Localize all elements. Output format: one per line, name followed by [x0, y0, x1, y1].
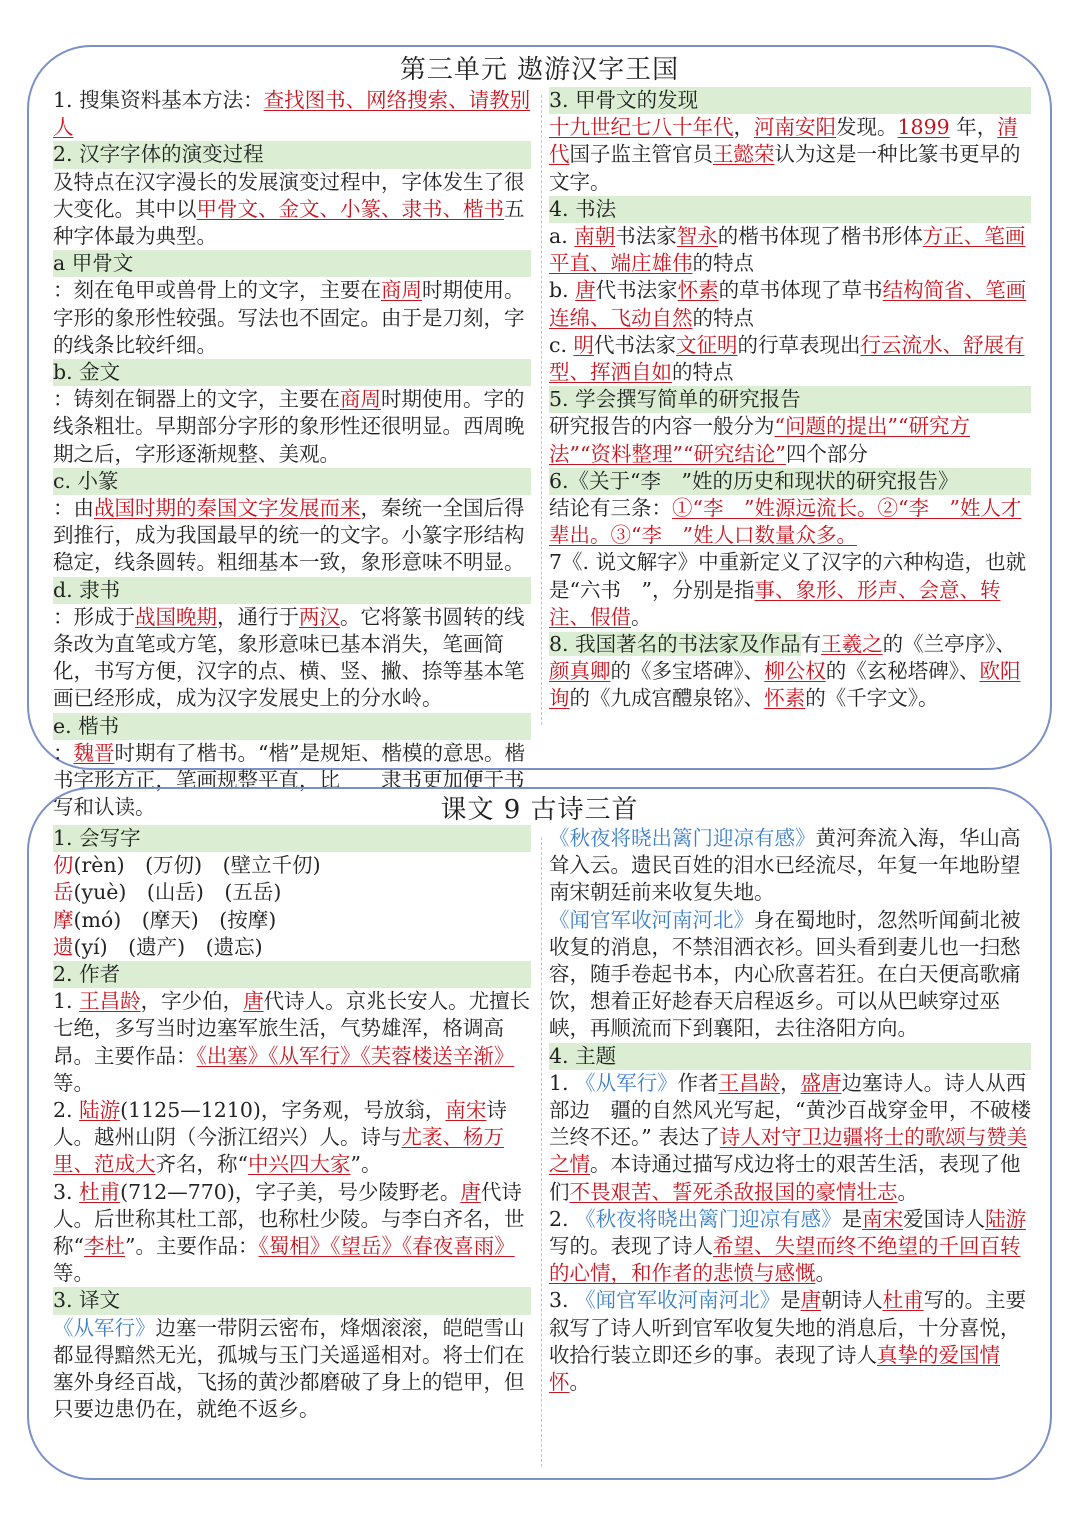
section-heading: [549, 87, 1031, 114]
text-segment: 。本诗通过描写戍边将士的艰苦生活，表现了他们: [549, 1152, 1021, 1204]
text-segment: 4. 主题: [549, 1043, 617, 1068]
paragraph: [53, 852, 531, 879]
lesson9-left-column: [53, 825, 531, 1423]
text-segment: 3.: [53, 1179, 80, 1204]
key-term: 欧阳询: [549, 659, 1021, 711]
key-term: 查找图书、网络搜索、请教别人: [53, 88, 531, 140]
text-segment: ：刻在龟甲或兽骨上的文字，主要在: [53, 278, 381, 303]
paragraph: [53, 577, 531, 713]
poem-title: 《秋夜将晓出篱门迎凉有感》: [575, 1206, 842, 1231]
key-term: 王昌龄: [718, 1070, 781, 1095]
key-term: 两汉: [299, 604, 340, 629]
text-segment: 摩: [53, 907, 74, 932]
text-segment: 黄河奔流入海，华山高耸入云。遗民百姓的泪水已经流尽，年复一年地盼望南宋朝廷前来收复失地。: [549, 826, 1021, 905]
text-segment: 3. 甲骨文的发现: [549, 88, 699, 112]
text-segment: 仞: [53, 853, 74, 878]
text-segment: (yí) (遗产) (遗忘): [73, 934, 263, 959]
text-segment: ：铸刻在铜器上的文字，主要在: [53, 387, 340, 412]
poem-title: 《从军行》: [575, 1070, 678, 1095]
key-term: 怀素: [677, 278, 719, 303]
text-segment: 时期有了楷书。“楷”是规矩、楷模的意思。楷书字形方正，笔画规整平直，比 隶书更加便于书写和认读。: [53, 740, 525, 820]
key-term: 商周: [381, 278, 422, 303]
text-segment: 的特点: [692, 251, 754, 276]
text-segment: 有: [800, 632, 822, 657]
text-segment: 的特点: [692, 305, 754, 330]
highlighted-heading: 8. 我国著名的书法家及作品: [549, 632, 801, 657]
key-term: 甲骨文、金文、小篆、隶书、楷书: [196, 196, 504, 221]
key-term: 颜真卿: [549, 659, 611, 684]
key-term: 怀素: [764, 686, 806, 711]
key-term: 杜甫: [882, 1288, 924, 1313]
paragraph: [53, 907, 531, 934]
highlighted-heading: 2. 汉字字体的演变过程: [53, 141, 531, 168]
text-segment: 书法家: [615, 224, 677, 249]
key-term: 战国时期的秦国文字发展而来: [94, 496, 361, 521]
text-segment: 4. 书法: [549, 196, 617, 221]
paragraph: [549, 631, 1031, 713]
key-term: 事、象形、形声、会意、转注、假借: [549, 577, 1001, 629]
paragraph: [549, 495, 1031, 549]
key-term: 杜甫: [79, 1179, 121, 1204]
column-divider: [541, 837, 542, 1467]
key-term: 南宋: [862, 1206, 904, 1231]
text-segment: 3. 译文: [53, 1288, 121, 1313]
text-segment: 。: [569, 1370, 590, 1395]
key-term: 尤袤、杨万里、范成大: [53, 1125, 504, 1177]
text-segment: 2.: [53, 1098, 80, 1123]
text-segment: 时期使用。字形的象形性较强。写法也不固定。由于是刀刻，字的线条比较纤细。: [53, 278, 525, 357]
key-term: 陆游: [79, 1098, 121, 1123]
key-term: 唐: [460, 1179, 481, 1204]
paragraph: [53, 359, 531, 468]
key-term: 战国晚期: [135, 604, 217, 629]
section-heading: [53, 825, 531, 852]
paragraph: [53, 468, 531, 577]
text-segment: 时期使用。字的线条粗壮。早期部分字形的象形性还很明显。西周晚期之后，字形逐渐规整、美观。: [53, 387, 525, 466]
key-term: 《蜀相》《望岳》《春夜喜雨》: [258, 1234, 515, 1259]
poem-title: 《闻官军收河南河北》: [575, 1288, 781, 1313]
text-segment: ，字少伯，: [140, 989, 244, 1014]
text-segment: ：: [53, 740, 74, 765]
text-segment: 是: [841, 1206, 863, 1231]
key-term: 文征明: [676, 332, 738, 357]
text-segment: 是: [780, 1288, 801, 1313]
lesson9-right-column: [549, 825, 1031, 1396]
unit3-title: 第三单元 遨游汉字王国: [399, 55, 680, 85]
poem-title: 《闻官军收河南河北》: [549, 907, 754, 932]
section-heading: [53, 961, 531, 988]
key-term: 南宋: [445, 1098, 487, 1123]
key-term: 希望、失望而终不绝望的千回百转的心情，和作者的悲愤与感慨: [549, 1234, 1021, 1286]
key-term: 结构简省、笔画连绵、飞动自然: [549, 278, 1027, 330]
unit3-right-column: [549, 87, 1031, 713]
text-segment: 的《九成宫醴泉铭》、: [569, 686, 765, 711]
text-segment: 研究报告的内容一般分为: [549, 414, 775, 439]
key-term: ①“李 ”姓源远流长。②“李 ”姓人才辈出。③“李 ”姓人口数量众多。: [549, 496, 1022, 548]
paragraph: [549, 223, 1031, 277]
text-segment: 1.: [549, 1070, 576, 1095]
text-segment: 。: [815, 1261, 836, 1286]
text-segment: ：形成于: [53, 604, 135, 629]
text-segment: 边塞一带阴云密布，烽烟滚滚，皑皑雪山都显得黯然无光，孤城与玉门关遥遥相对。将士们在塞外身经百战，飞扬的黄沙都磨破了身上的铠甲，但只要边患仍在，就绝不返乡。: [53, 1315, 525, 1422]
text-segment: ，秦统一全国后得到推行，成为我国最早的统一的文字。小篆字形结构稳定，线条圆转。粗细基本一致，象形意味不明显。: [53, 496, 525, 575]
text-segment: c.: [549, 332, 574, 357]
key-term: 王昌龄: [79, 989, 141, 1014]
key-term: 中兴四大家: [247, 1152, 351, 1177]
paragraph: [549, 549, 1031, 631]
text-segment: 国子监主管官员: [569, 142, 713, 167]
text-segment: 岳: [53, 880, 74, 905]
key-term: “问题的提出”“研究方法”“资料整理”“研究结论”: [549, 414, 970, 466]
text-segment: (712—770)，字子美，号少陵野老。: [120, 1179, 461, 1204]
text-segment: 的特点: [672, 360, 734, 385]
text-segment: 齐名，称“: [155, 1152, 248, 1177]
text-segment: 3.: [549, 1288, 576, 1313]
paragraph: [53, 1315, 531, 1424]
key-term: 南朝: [574, 224, 616, 249]
section-heading: [549, 196, 1031, 223]
section-heading: [549, 468, 1031, 495]
text-segment: 1.: [53, 989, 80, 1014]
key-term: 1899: [897, 115, 950, 140]
text-segment: 代书法家: [595, 278, 678, 303]
paragraph: [53, 141, 531, 250]
key-term: 魏晋: [73, 740, 115, 765]
text-segment: 。它将篆书圆转的线条改为直笔或方笔，象形意味已基本消失，笔画简化，书写方便，汉字的点、横、竖、撇、捺等基本笔画已经形成，成为汉字发展史上的分水岭。: [53, 604, 525, 711]
text-segment: 7《. 说文解字》中重新定义了汉字的六种构造，也就是“六书 ”，分别是指: [549, 550, 1027, 602]
key-term: 盛唐: [800, 1070, 842, 1095]
key-term: 方正、笔画平直、端庄雄伟: [549, 224, 1026, 276]
text-segment: (mó) (摩天) (按摩): [73, 907, 277, 932]
text-segment: 遗: [53, 934, 74, 959]
text-segment: 代书法家: [594, 332, 677, 357]
key-term: 智永: [676, 224, 718, 249]
text-segment: 及特点在汉字漫长的发展演变过程中，字体发生了很大变化。其中以: [53, 169, 525, 221]
paragraph: [549, 1070, 1031, 1206]
key-term: 明: [573, 332, 595, 357]
section-heading: [549, 386, 1031, 413]
text-segment: ，: [780, 1070, 801, 1095]
text-segment: 。: [631, 604, 652, 629]
text-segment: 。: [897, 1179, 918, 1204]
text-segment: (yuè) (山岳) (五岳): [73, 880, 282, 905]
text-segment: 代诗人。后世称其杜工部，也称杜少陵。与李白齐名，世称“: [53, 1179, 525, 1259]
lesson9-panel: [27, 787, 1052, 1480]
highlighted-heading: e. 楷书: [53, 713, 531, 740]
text-segment: 5. 学会撰写简单的研究报告: [549, 387, 801, 412]
text-segment: 的《玄秘塔碑》、: [825, 659, 980, 684]
text-segment: 6.《关于“李 ”姓的历史和现状的研究报告》: [549, 468, 959, 493]
poem-title: 《秋夜将晓出篱门迎凉有感》: [549, 826, 816, 850]
paragraph: [549, 1206, 1031, 1288]
text-segment: 1. 搜集资料基本方法：: [53, 88, 264, 112]
text-segment: 2.: [549, 1206, 576, 1231]
text-segment: 四个部分: [785, 441, 868, 466]
highlighted-heading: c. 小篆: [53, 468, 531, 495]
key-term: 清代: [549, 115, 1018, 167]
key-term: 王懿荣: [713, 142, 775, 167]
paragraph: [549, 825, 1031, 907]
key-term: 行云流水、舒展有型、挥洒自如: [549, 332, 1025, 385]
key-term: 王羲之: [821, 632, 883, 657]
text-segment: 边塞诗人。诗人从西部边 疆的自然风光写起，“黄沙百战穿金甲，不破楼兰终不还。” 表达了: [549, 1070, 1031, 1150]
key-term: 柳公权: [764, 659, 826, 684]
text-segment: 写的。主要叙写了诗人听到官军收复失地的消息后，十分喜悦，收拾行装立即还乡的事。表现了诗人: [549, 1288, 1027, 1367]
paragraph: [549, 1287, 1031, 1396]
text-segment: 诗人。越州山阴（今浙江绍兴）人。诗与: [53, 1098, 507, 1150]
text-segment: (rèn) (万仞) (壁立千仞): [73, 853, 321, 878]
text-segment: 等。: [53, 1070, 94, 1095]
key-term: 唐: [800, 1288, 822, 1313]
paragraph: [549, 277, 1031, 331]
text-segment: 认为这是一种比篆书更早的文字。: [549, 142, 1021, 194]
key-term: 真挚的爱国情怀: [549, 1342, 1000, 1395]
key-term: 唐: [243, 989, 264, 1014]
text-segment: 的《多宝塔碑》、: [610, 659, 765, 684]
key-term: 唐: [575, 278, 596, 303]
text-segment: ：由: [53, 496, 94, 521]
key-term: 李杜: [83, 1234, 125, 1259]
text-segment: ”。: [350, 1152, 382, 1177]
text-segment: 身在蜀地时，忽然听闻蓟北被收复的消息，不禁泪洒衣衫。回头看到妻儿也一扫愁容，随手卷起书本，内心欣喜若狂。在白天便高歌痛饮，想着正好趁春天启程返乡。可以从巴峡穿过巫峡，再顺流而下到襄阳，去往洛阳方向。: [549, 907, 1021, 1041]
key-term: 陆游: [985, 1206, 1027, 1231]
column-divider: [541, 95, 542, 725]
paragraph: [53, 1097, 531, 1179]
text-segment: b.: [549, 278, 576, 303]
text-segment: 2. 作者: [53, 962, 121, 987]
text-segment: 代诗人。京兆长安人。尤擅长七绝，多写当时边塞军旅生活，气势雄浑，格调高昂。主要作品：: [53, 989, 531, 1068]
text-segment: 的楷书体现了楷书形体: [717, 224, 923, 249]
highlighted-heading: a 甲骨文: [53, 250, 531, 277]
text-segment: 五种字体最为典型。: [53, 196, 525, 249]
highlighted-heading: d. 隶书: [53, 577, 531, 604]
section-heading: [53, 87, 531, 141]
text-segment: (1125—1210)，字务观，号放翁，: [120, 1098, 446, 1123]
text-segment: 1. 会写字: [53, 826, 141, 850]
paragraph: [549, 332, 1031, 386]
paragraph: [53, 1179, 531, 1288]
paragraph: [549, 114, 1031, 196]
poem-title: 《从军行》: [53, 1315, 156, 1340]
unit3-left-column: [53, 87, 531, 821]
section-heading: [549, 1043, 1031, 1070]
paragraph: [53, 250, 531, 359]
text-segment: ，通行于: [217, 604, 299, 629]
text-segment: 作者: [677, 1070, 719, 1095]
key-term: 商周: [340, 387, 381, 412]
text-segment: 的《兰亭序》、: [882, 632, 1016, 657]
key-term: 十九世纪七八十年代: [549, 115, 734, 140]
paragraph: [549, 907, 1031, 1043]
highlighted-heading: b. 金文: [53, 359, 531, 386]
key-term: 《出塞》《从军行》《芙蓉楼送辛渐》: [196, 1043, 515, 1068]
text-segment: ”。主要作品：: [124, 1234, 259, 1259]
paragraph: [549, 413, 1031, 467]
key-term: 不畏艰苦、誓死杀敌报国的豪情壮志: [569, 1179, 898, 1204]
text-segment: 写的。表现了诗人: [549, 1234, 713, 1259]
paragraph: [53, 934, 531, 961]
text-segment: 年，: [949, 115, 998, 140]
key-term: 诗人对守卫边疆将士的歌颂与赞美之情: [549, 1125, 1028, 1177]
text-segment: 的行草表现出: [737, 332, 861, 357]
lesson9-title: 课文 9 古诗三首: [440, 795, 639, 825]
text-segment: 的草书体现了草书: [718, 278, 883, 303]
key-term: 河南安阳: [754, 115, 836, 140]
paragraph: [53, 879, 531, 906]
section-heading: [53, 1287, 531, 1314]
text-segment: 等。: [53, 1261, 94, 1286]
text-segment: 结论有三条：: [549, 496, 672, 521]
text-segment: 爱国诗人: [903, 1206, 986, 1231]
text-segment: 发现。: [836, 115, 898, 140]
text-segment: 朝诗人: [821, 1288, 883, 1313]
text-segment: 的《千字文》。: [805, 686, 939, 711]
paragraph: [53, 988, 531, 1097]
text-segment: ，: [733, 115, 754, 140]
text-segment: a.: [549, 224, 575, 249]
